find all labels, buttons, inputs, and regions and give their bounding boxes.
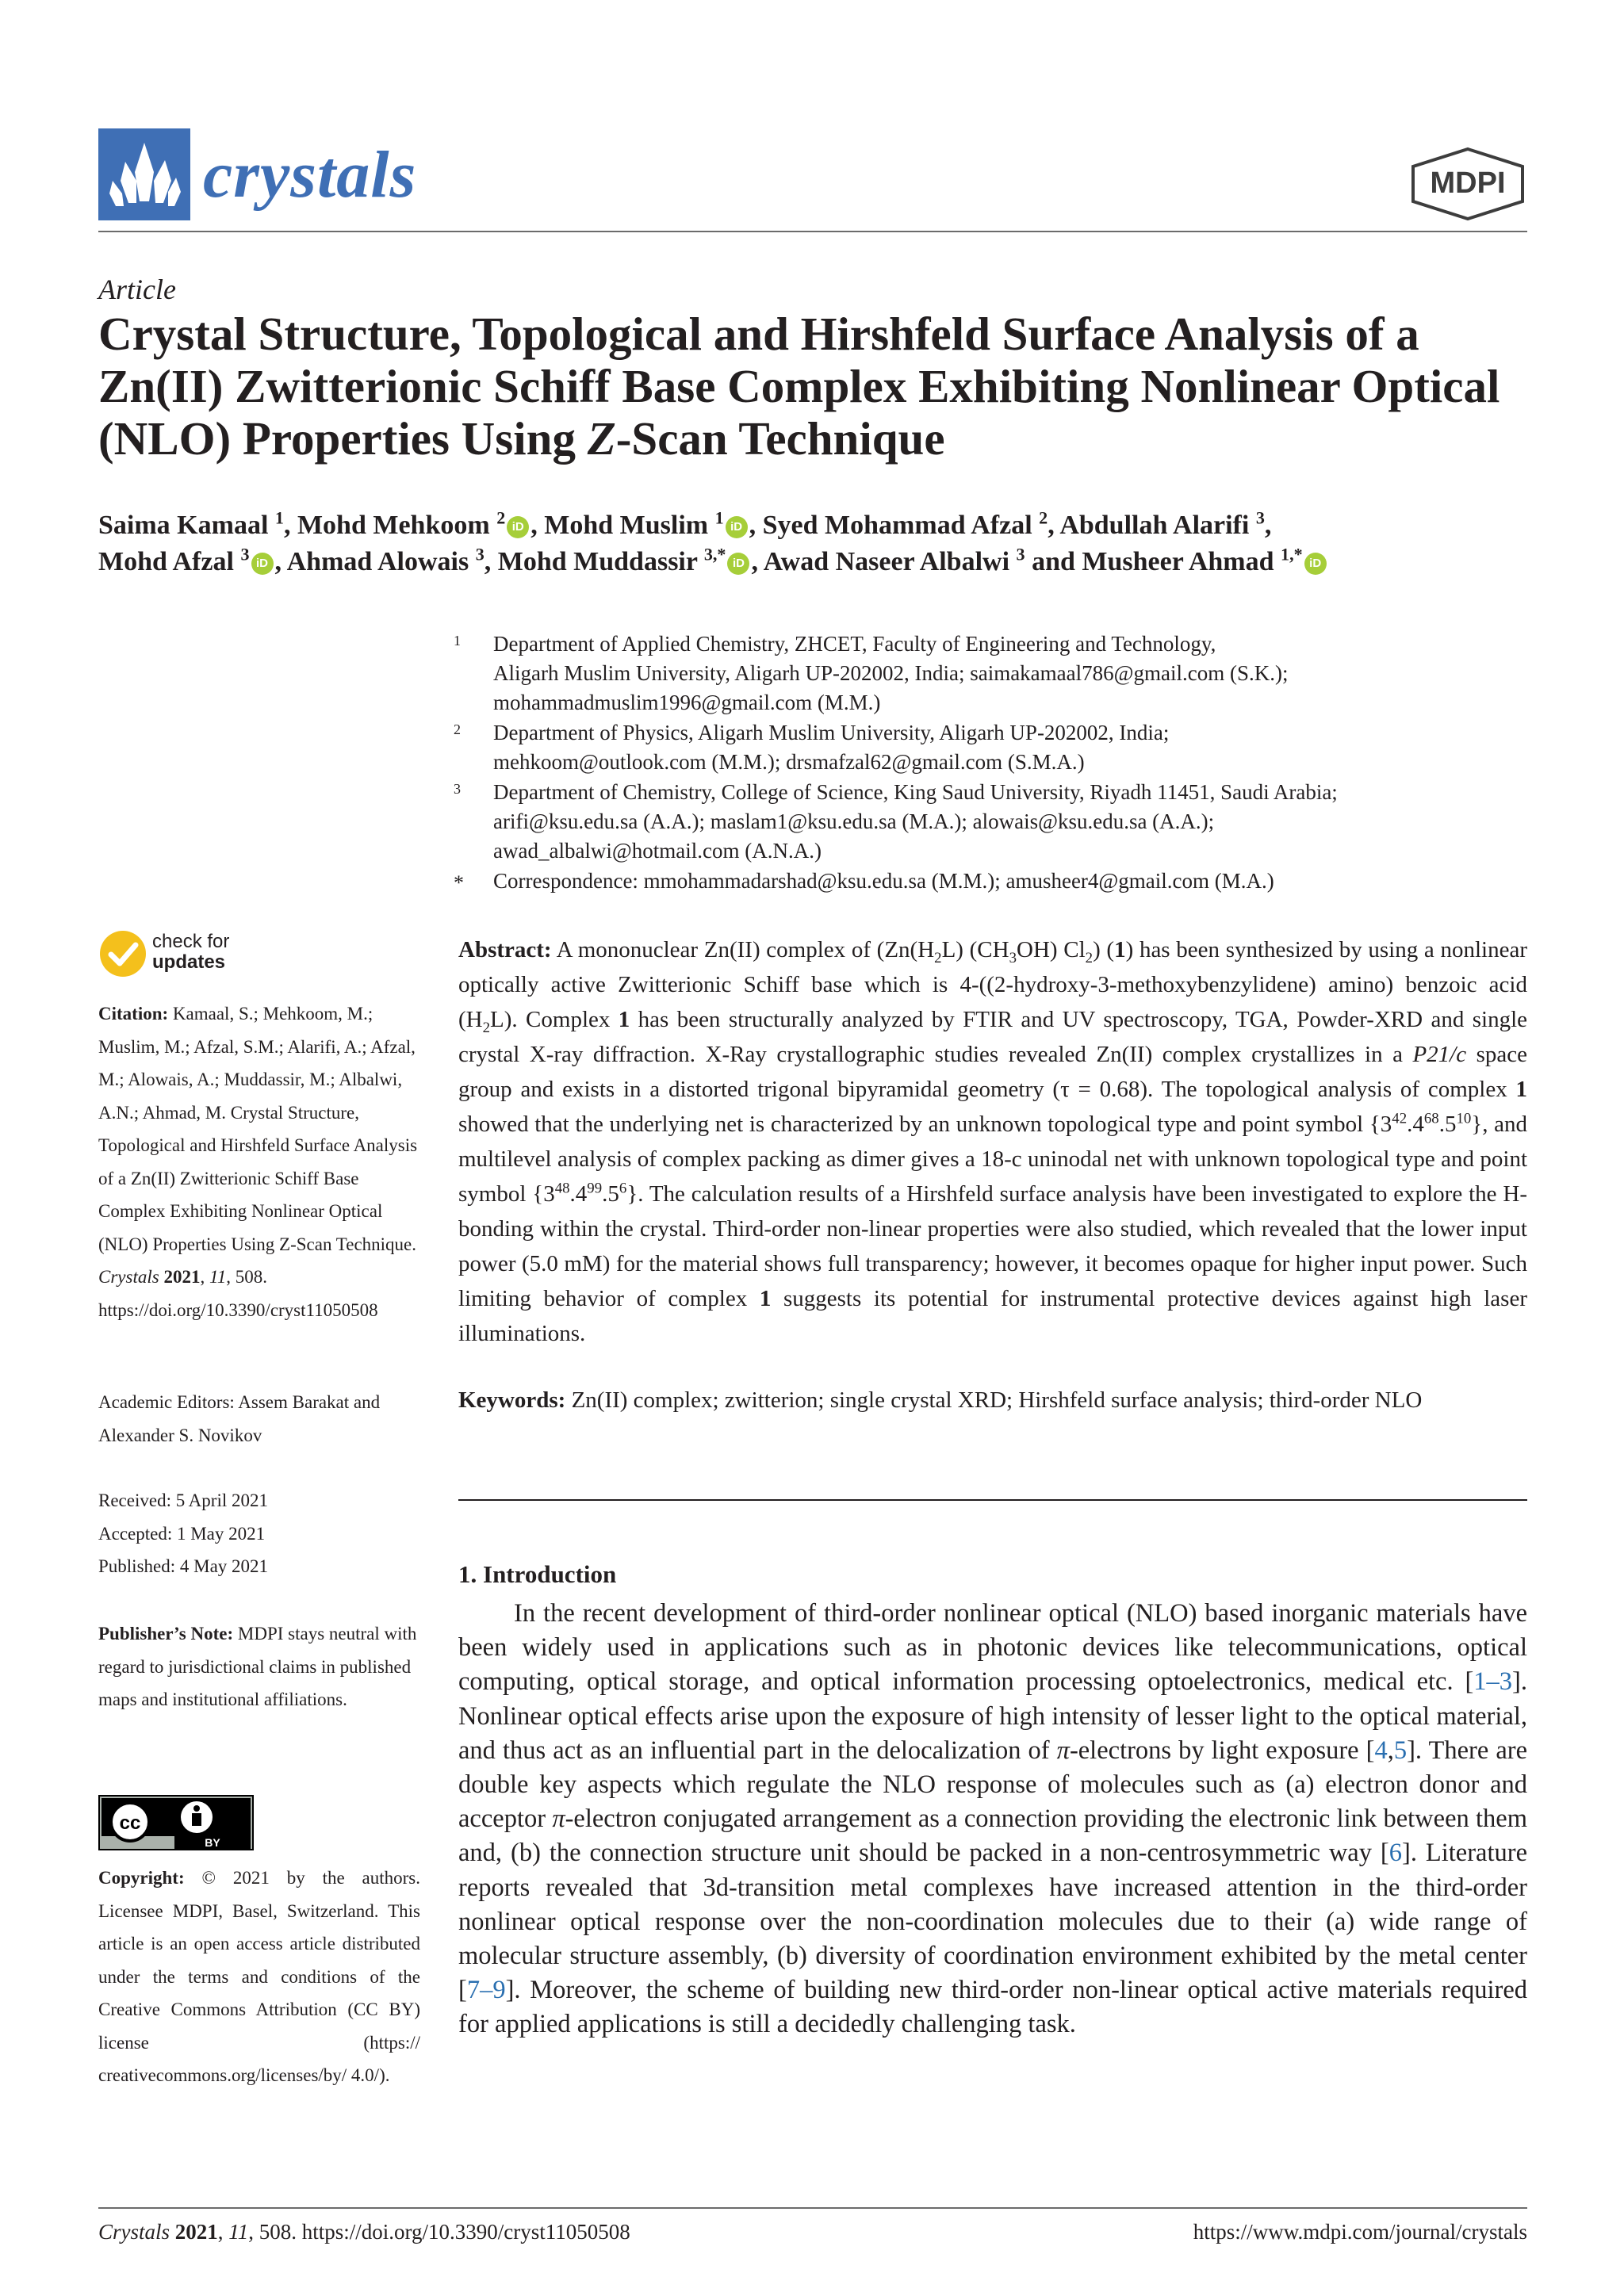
- journal-name: crystals: [203, 138, 417, 212]
- orcid-icon[interactable]: iD: [727, 553, 749, 575]
- footer-journal-url[interactable]: https://www.mdpi.com/journal/crystals: [1193, 2220, 1527, 2244]
- mdpi-label: MDPI: [1430, 166, 1506, 200]
- author-name: Abdullah Alarifi: [1059, 511, 1250, 540]
- orcid-icon[interactable]: iD: [507, 516, 529, 538]
- footer-year: 2021: [174, 2220, 218, 2244]
- published-date: Published: 4 May 2021: [98, 1556, 269, 1576]
- footer-citation: Crystals 2021, 11, 508. https://doi.org/10.3390/cryst11050508: [98, 2220, 630, 2244]
- keywords-label: Keywords:: [458, 1387, 566, 1413]
- affiliation-mark: 3: [454, 781, 461, 797]
- footer-volume: 11: [228, 2220, 249, 2244]
- author-affiliation-mark: 3: [1255, 507, 1265, 528]
- abstract-section: [458, 932, 1527, 1418]
- title-part: Z: [587, 412, 616, 465]
- accepted-date: Accepted: 1 May 2021: [98, 1523, 266, 1544]
- citation-text: Kamaal, S.; Mehkoom, M.; Muslim, M.; Afzal, S.M.; Alarifi, A.; Afzal, M.; Alowais, A.; Muddassir, M.; Albalwi, A.N.; Ahmad, M. Crystal Structure, Topological and Hirshfeld Surface Analysis of a Zn(II) Zwitterionic Schiff Base Complex Exhibiting Nonlinear Optical (NLO) Properties Using Z-Scan Technique.: [98, 1004, 418, 1254]
- author-affiliation-mark: 1: [714, 507, 724, 528]
- section-heading: 1. Introduction: [458, 1560, 617, 1588]
- author: [544, 507, 763, 540]
- author-name: Ahmad Alowais: [286, 547, 469, 576]
- footer-journal: Crystals: [98, 2220, 170, 2244]
- academic-editors: Academic Editors: Assem Barakat and Alexander S. Novikov: [98, 1392, 381, 1445]
- keywords: [458, 1383, 1527, 1418]
- copyright-text: © 2021 by the authors. Licensee MDPI, Basel, Switzerland. This article is an open access article distributed under the terms and conditions of the Creative Commons Attribution (CC BY) license (https:// creativecommons.org/licenses/by/ 4.0/).: [98, 1868, 420, 2085]
- citation-journal: Crystals: [98, 1267, 159, 1287]
- author: [1082, 544, 1327, 576]
- check-updates-line1: check for: [152, 931, 230, 952]
- reference-link[interactable]: 5: [1393, 1735, 1408, 1765]
- author-name: Saima Kamaal: [98, 511, 269, 540]
- author-separator: ,: [530, 511, 545, 540]
- header-rule: [98, 231, 1527, 232]
- abstract-label: Abstract:: [458, 937, 552, 962]
- author-separator: ,: [274, 547, 287, 576]
- publisher-note: [98, 1617, 423, 1716]
- affiliation-line: mehkoom@outlook.com (M.M.); drsmafzal62@gmail.com (S.M.A.): [493, 750, 1085, 774]
- affiliation-line: Aligarh Muslim University, Aligarh UP-202002, India; saimakamaal786@gmail.com (S.K.);: [493, 661, 1289, 685]
- affiliation-line: mohammadmuslim1996@gmail.com (M.M.): [493, 691, 881, 714]
- affiliation: [454, 629, 1524, 718]
- author-separator: ,: [749, 511, 763, 540]
- affiliation-line: arifi@ksu.edu.sa (A.A.); maslam1@ksu.edu.sa (M.A.); alowais@ksu.edu.sa (A.A.);: [493, 809, 1215, 833]
- author-name: Musheer Ahmad: [1082, 547, 1274, 576]
- author-separator: and: [1025, 547, 1082, 576]
- section-rule: [458, 1499, 1527, 1501]
- received-date: Received: 5 April 2021: [98, 1490, 268, 1510]
- author-name: Mohd Muslim: [544, 511, 709, 540]
- introduction-paragraph: In the recent development of third-order nonlinear optical (NLO) based inorganic materials have been widely used in applications such as in photonic devices like telecommunications, optical computing, optical storage, and optical information processing optoelectronics, medical etc. [1–3]. Nonlinear optical effects arise upon the exposure of high intensity of lesser light to the optical material, and thus act as an influential part in the delocalization of π-electrons by light exposure [4,5]. There are double key aspects which regulate the NLO response of molecules such as (a) electron donor and acceptor π-electron conjugated arrangement as a connection providing the electronic link between them and, (b) the connection structure unit should be packed in a non-centrosymmetric way [6]. Literature reports revealed that 3d-transition metal complexes have increased attention in the third-order nonlinear optical response over the non-coordination molecules due to their (a) wide range of molecular structure assembly, (b) diversity of coordination environment exhibited by the metal center [7–9]. Moreover, the scheme of building new third-order non-linear optical active materials required for applied applications is still a decidedly challenging task.: [458, 1599, 1528, 2039]
- author: [1059, 507, 1272, 540]
- affiliation-line: awad_albalwi@hotmail.com (A.N.A.): [493, 839, 822, 863]
- journal-logo: [98, 128, 190, 220]
- author-separator: ,: [751, 547, 764, 576]
- author-list: [98, 507, 1534, 580]
- affiliation-mark: 1: [454, 633, 461, 649]
- author-affiliation-mark: 1,*: [1281, 544, 1303, 564]
- affiliation-mark: *: [454, 871, 464, 894]
- check-for-updates-badge[interactable]: [98, 929, 336, 985]
- author-name: Mohd Afzal: [98, 547, 234, 576]
- author-name: Awad Naseer Albalwi: [763, 547, 1010, 576]
- author-name: Mohd Mehkoom: [297, 511, 490, 540]
- affiliations: [454, 629, 1524, 897]
- footer-doi[interactable]: , 508. https://doi.org/10.3390/cryst11050508: [248, 2220, 630, 2244]
- author-name: Syed Mohammad Afzal: [762, 511, 1032, 540]
- author: [762, 507, 1060, 540]
- author-separator: ,: [484, 547, 498, 576]
- affiliation: [454, 778, 1524, 866]
- citation-label: Citation:: [98, 1004, 169, 1024]
- author-affiliation-mark: 1: [274, 507, 284, 528]
- crystal-logo-icon: [98, 128, 190, 220]
- author: [98, 544, 287, 576]
- author-separator: ,: [1264, 511, 1272, 540]
- reference-link[interactable]: 1–3: [1473, 1667, 1513, 1697]
- affiliation-mark: 2: [454, 721, 461, 737]
- author-affiliation-mark: 2: [496, 507, 506, 528]
- abstract: Abstract: A mononuclear Zn(II) complex of ($Zn(H_2L)$ $(CH_3OH)$ $Cl_2$) (1) has been synthesized by using a nonlinear optically active Zwitterionic Schiff base which is 4-((2-hydroxy-3-methoxybenzylidene) amino) benzoic acid $(H_2L)$. Complex 1 has been structurally analyzed by FTIR and UV spectroscopy, TGA, Powder-XRD and single crystal X-ray diffraction. X-Ray crystallographic studies revealed Zn(II) complex crystallizes in a P21/c space group and exists in a distorted trigonal bipyramidal geometry (τ = 0.68). The topological analysis of complex 1 showed that the underlying net is characterized by an unknown topological type and point symbol $\{3^{42}.4^{68}.5^{10}\}$, and multilevel analysis of complex packing as dimer gives a 18-c uninodal net with unknown topological type and point symbol $\{3^{48}.4^{99}.5^6\}$. The calculation results of a Hirshfeld surface analysis have been investigated to explore the H-bonding within the crystal. Third-order non-linear properties were also studied, which revealed that the lower input power (5.0 mM) for the material shows full transparency; however, it becomes opaque for higher input power. Such limiting behavior of complex 1 suggests its potential for instrumental protective devices against high laser illuminations.: [458, 937, 1528, 1346]
- cc-by-license-badge[interactable]: [98, 1795, 254, 1850]
- author: [497, 544, 764, 576]
- affiliation-line: Department of Chemistry, College of Science, King Saud University, Riyadh 11451, Saudi Arabia;: [493, 780, 1338, 804]
- author: [763, 544, 1082, 576]
- author-affiliation-mark: 2: [1039, 507, 1048, 528]
- author-name: Mohd Muddassir: [497, 547, 698, 576]
- title-part: -Scan Technique: [615, 412, 945, 465]
- check-updates-line2: updates: [152, 951, 226, 973]
- affiliation-line: Correspondence: mmohammadarshad@ksu.edu.sa (M.M.); amusheer4@gmail.com (M.A.): [493, 869, 1274, 893]
- author: [98, 507, 297, 540]
- article-type: Article: [98, 274, 176, 305]
- author-affiliation-mark: 3: [475, 544, 485, 564]
- author-affiliation-mark: 3: [1016, 544, 1025, 564]
- check-icon: [98, 929, 147, 978]
- footer-rule: [98, 2207, 1527, 2209]
- citation-year: 2021: [163, 1267, 201, 1287]
- author-affiliation-mark: 3,*: [703, 544, 726, 564]
- keywords-text: Zn(II) complex; zwitterion; single crystal XRD; Hirshfeld surface analysis; third-order NLO: [571, 1387, 1423, 1413]
- affiliation-line: Department of Physics, Aligarh Muslim University, Aligarh UP-202002, India;: [493, 721, 1170, 744]
- citation-block: Citation: Kamaal, S.; Mehkoom, M.; Muslim, M.; Afzal, S.M.; Alarifi, A.; Afzal, M.; Alowais, A.; Muddassir, M.; Albalwi, A.N.; Ahmad, M. Crystal Structure, Topological and Hirshfeld Surface Analysis of a Zn(II) Zwitterionic Schiff Base Complex Exhibiting Nonlinear Optical (NLO) Properties Using Z-Scan Technique. Crystals 2021, 11, 508. https://doi.org/10.3390/cryst11050508: [98, 1004, 418, 1320]
- author: [286, 544, 498, 576]
- citation-doi[interactable]: , 508. https://doi.org/10.3390/cryst11050508: [98, 1267, 378, 1320]
- reference-link[interactable]: 7–9: [466, 1976, 506, 2005]
- citation-volume: 11: [209, 1267, 227, 1287]
- affiliation: [454, 718, 1524, 777]
- cc-by-glyph: BY: [205, 1836, 220, 1849]
- author-separator: ,: [283, 511, 297, 540]
- orcid-icon[interactable]: iD: [1304, 553, 1327, 575]
- orcid-icon[interactable]: iD: [726, 516, 748, 538]
- title-part: Crystal Structure, Topological and Hirshfeld Surface Analysis of a Zn(II) Zwitterionic Schiff Base Complex Exhibiting Nonlinear Optical (NLO) Properties Using: [98, 308, 1500, 465]
- author: [297, 507, 545, 540]
- reference-link[interactable]: 4: [1374, 1735, 1388, 1765]
- author-affiliation-mark: 3: [240, 544, 250, 564]
- affiliation-line: Department of Applied Chemistry, ZHCET, Faculty of Engineering and Technology,: [493, 632, 1216, 656]
- mdpi-logo: [1408, 146, 1527, 222]
- reference-link[interactable]: 6: [1388, 1839, 1402, 1868]
- orcid-icon[interactable]: iD: [251, 553, 274, 575]
- author-separator: ,: [1048, 511, 1060, 540]
- publisher-note-text: MDPI stays neutral with regard to jurisdictional claims in published maps and institutional affiliations.: [98, 1624, 417, 1709]
- copyright-block: [98, 1862, 420, 2092]
- dates: [98, 1484, 416, 1583]
- correspondence: [454, 867, 1524, 896]
- cc-glyph: cc: [119, 1812, 141, 1834]
- article-title: [98, 308, 1534, 465]
- publisher-note-label: Publisher’s Note:: [98, 1624, 234, 1644]
- creative-commons-icon: [98, 1795, 254, 1850]
- copyright-label: Copyright:: [98, 1868, 185, 1888]
